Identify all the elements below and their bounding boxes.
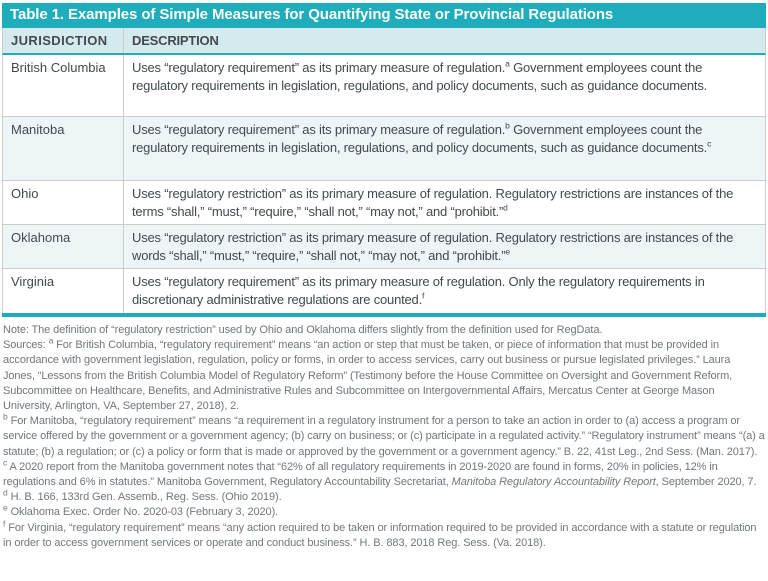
jurisdiction-cell: Ohio — [3, 181, 124, 224]
source-note-d: $^d$ H. B. 166, 133rd Gen. Assemb., Reg. Sess. (Ohio 2019). — [3, 487, 282, 504]
column-header-description: DESCRIPTION — [132, 33, 219, 48]
table-row-ohio — [2, 180, 766, 224]
note-general: Note: The definition of “regulatory restriction” used by Ohio and Oklahoma differs slightly from the definition used for RegData. — [3, 324, 603, 336]
column-header-jurisdiction: JURISDICTION — [3, 28, 124, 53]
notes-section — [2, 317, 766, 551]
description-cell: Uses “regulatory requirement” as its primary measure of regulation. Only the regulatory requirements in discretionary administrative regulations are counted.$^f$ — [132, 274, 705, 307]
table-header-row — [2, 28, 766, 55]
description-cell: Uses “regulatory requirement” as its primary measure of regulation.$^b$ Government employees count the regulatory requirements in legislation, regulations, and policy documents, such as guidance documents.$^c$ — [132, 120, 712, 155]
table-row-manitoba — [2, 116, 766, 180]
table-row-virginia — [2, 268, 766, 313]
jurisdiction-cell: Virginia — [3, 269, 124, 313]
source-note-e: $^e$ Oklahoma Exec. Order No. 2020-03 (February 3, 2020). — [3, 502, 279, 519]
source-note-b: $^b$ For Manitoba, “regulatory requirement” means “a requirement in a regulatory instrument for a person to take an action in order to (a) access a program or service offered by the government or a government agency; (b) carry on business; or (c) participate in a regulated activity.” “Regulatory instrument” means “(a) a statute; (b) a regulation; or (c) a policy or form that is made or approved by the government or a government agency.” B. 22, 41st Leg., 2nd Sess. (Man. 2017). — [3, 411, 765, 458]
table-row-oklahoma — [2, 224, 766, 268]
jurisdiction-cell: Oklahoma — [3, 225, 124, 268]
description-cell: Uses “regulatory restriction” as its primary measure of regulation. Regulatory restrictions are instances of the terms “shall,” “must,” “require,” “shall not,” “may not,” and “prohibit.”$^d$ — [132, 186, 734, 219]
description-cell: Uses “regulatory requirement” as its primary measure of regulation.$^a$ Government employees count the regulatory requirements in legislation, regulations, and policy documents, such as guidance documents. — [132, 58, 708, 93]
source-note-a: Sources: $^a$ For British Columbia, “regulatory requirement” means “an action or step that must be taken, or piece of information that must be provided in accordance with government legislation, regulation, policy or forms, in order to access services, carry out business or pursue legislated privileges.” Laura Jones, “Lessons from the British Columbia Model of Regulatory Reform” (Testimony before the House Committee on Oversight and Government Reform, Subcommittee on Healthcare, Benefits, and Administrative Rules and Subcommittee on Intergovernmental Affairs, Mercatus Center at George Mason University, Arlington, VA, September 27, 2018), 2. — [3, 335, 733, 413]
description-cell: Uses “regulatory restriction” as its primary measure of regulation. Regulatory restrictions are instances of the words “shall,” “must,” “require,” “shall not,” “may not,” and “prohibit.”$^e$ — [132, 230, 734, 263]
jurisdiction-cell: Manitoba — [3, 117, 124, 180]
source-note-c: $^c$ A 2020 report from the Manitoba government notes that “62% of all regulatory requirements in 2019-2020 are found in forms, 20% in policies, 12% in regulations and 6% in statutes.” Manitoba Government, Regulatory Accountability Secretariat, Manitoba Regulatory Accountability Report, September 2020, 7. — [3, 457, 757, 489]
table-title: Table 1. Examples of Simple Measures for Quantifying State or Provincial Regulations — [2, 3, 766, 28]
table-row-british-columbia — [2, 55, 766, 116]
source-note-f: $^f$ For Virginia, “regulatory requirement” means “any action required to be taken or information required to be provided in accordance with a statute or regulation in order to access government services or operate and conduct business.” H. B. 883, 2018 Reg. Sess. (Va. 2018). — [3, 517, 757, 549]
jurisdiction-cell: British Columbia — [3, 55, 124, 116]
regulations-table — [2, 3, 766, 317]
